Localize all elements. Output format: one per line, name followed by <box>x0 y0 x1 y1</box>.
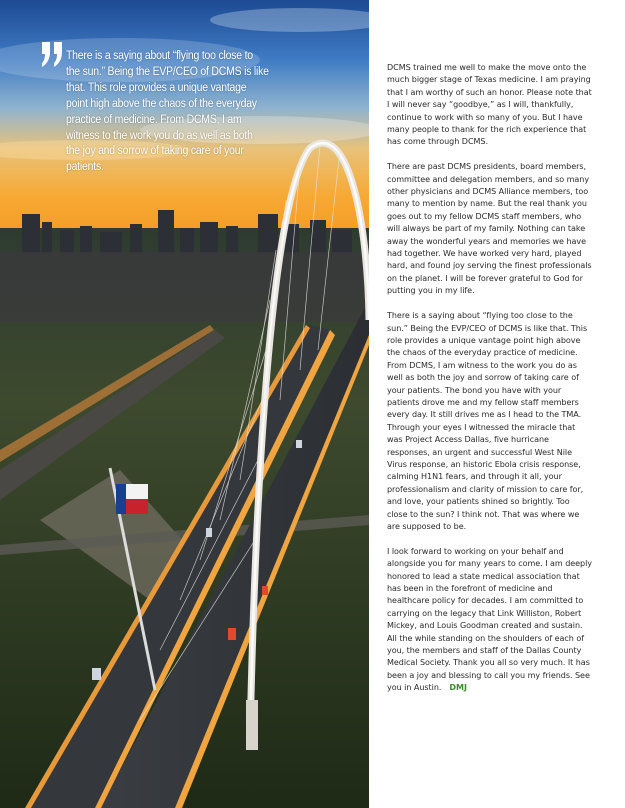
article-paragraph-4 <box>387 546 592 695</box>
signature: DMJ <box>449 683 467 693</box>
texas-flag-icon <box>116 484 148 514</box>
pull-quote: There is a saying about “flying too close to the sun.” Being the EVP/CEO of DCMS is like that. This role provides a unique vantage point high above the chaos of the everyday practice of medicine. From DCMS, I am witness to the work you do as well as both the joy and sorrow of taking care of your patients. <box>66 48 269 174</box>
quote-mark-icon <box>40 42 64 68</box>
article-paragraph-3: There is a saying about “flying too close to the sun.” Being the EVP/CEO of DCMS is like that. This role provides a unique vantage point high above the chaos of the everyday practice of medicine. From DCMS, I am witness to the work you do as well as both the joy and sorrow of taking care of your patients. The bond you have with your patients drove me and my fellow staff members every day. It still drives me as I head to the TMA. Through your eyes I witnessed the miracle that was Project Access Dallas, five hurricane responses, an urgent and successful West Nile Virus response, an historic Ebola crisis response, calming H1N1 fears, and through it all, your professionalism and clarity of mission to care for, and love, your patients shined so brightly. Too close to the sun? I think not. That was where we are supposed to be. <box>387 311 588 531</box>
article-paragraph-1: DCMS trained me well to make the move onto the much bigger stage of Texas medicine. I am praying that I am worthy of such an honor. Please note that I will never say “goodbye,” as I will, thankfully, continue to work with so many of you. But I have many people to thank for the rich experience that has come through DCMS. <box>387 63 592 147</box>
article-body <box>387 62 592 707</box>
closing-text: I look forward to working on your behalf and alongside you for many years to come. I am deeply honored to lead a state medical association that has been in the forefront of medicine and healthcare policy for decades. I am committed to carrying on the legacy that Link Williston, Robert Mickey, and Louis Goodman created and sustain. All the while standing on the shoulders of each of you, the members and staff of the Dallas County Medical Society. Thank you all so very much. It has been a joy and blessing to call you my friends. See you in Austin. <box>387 546 593 693</box>
article-paragraph-2: There are past DCMS presidents, board members, committee and delegation members, and so many other physicians and DCMS Alliance members, too many to mention by name. But the real thank you goes out to my fellow DCMS staff members, who will always be part of my family. Nothing can take away the wonderful years and memories we have had together. We have worked very hard, played hard, and found joy serving the finest professionals on the planet. I will be forever grateful to God for putting you in my life. <box>387 162 592 296</box>
